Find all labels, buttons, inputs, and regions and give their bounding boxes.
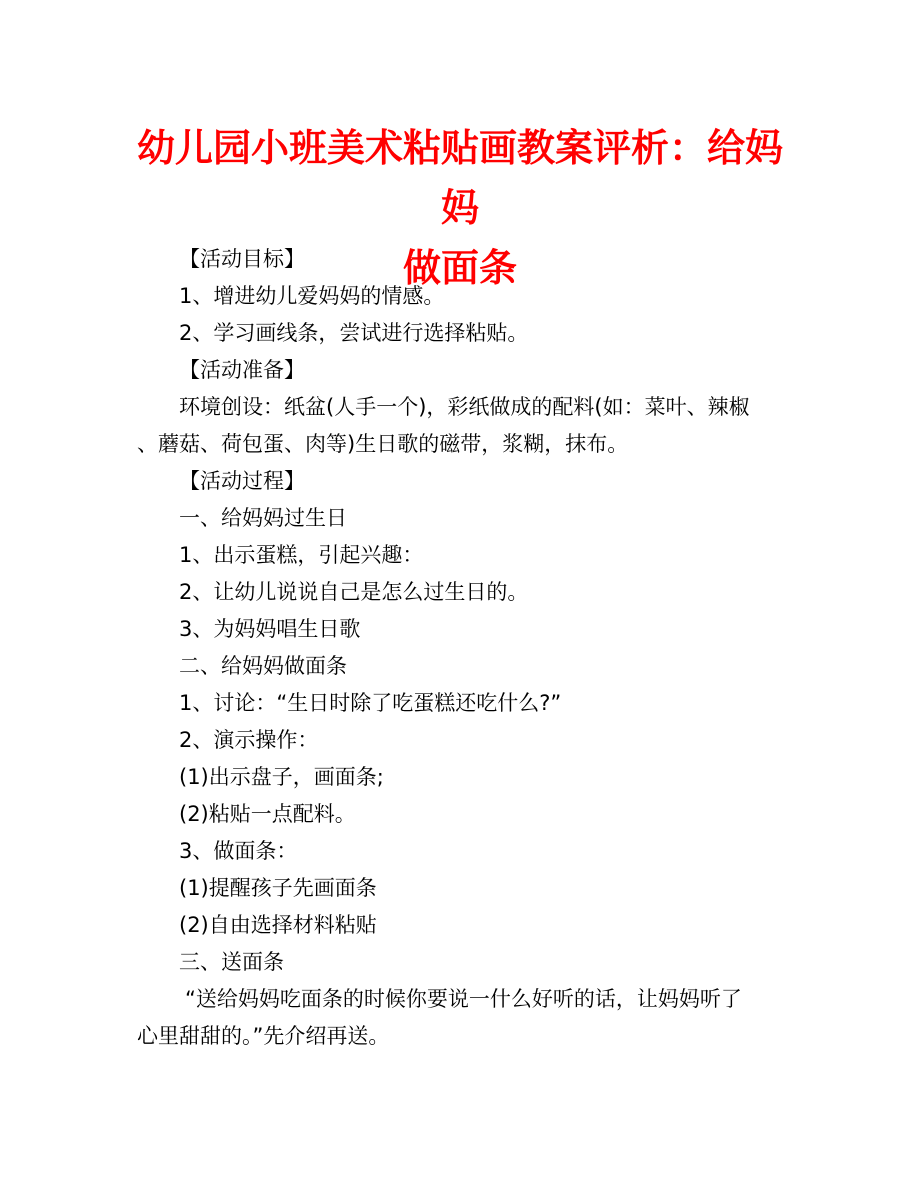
- paragraph: 1、出示蛋糕，引起兴趣：: [179, 543, 424, 567]
- paragraph: 2、让幼儿说说自己是怎么过生日的。: [179, 580, 529, 604]
- paragraph-continuation: 、蘑菇、荷包蛋、肉等)生日歌的磁带，浆糊，抹布。: [137, 432, 629, 456]
- paragraph: (1)提醒孩子先画面条: [179, 876, 377, 900]
- subheading: 一、给妈妈过生日: [179, 506, 347, 530]
- paragraph: 3、做面条：: [179, 839, 298, 863]
- title-line-2: 做面条: [402, 246, 517, 290]
- paragraph: 1、增进幼儿爱妈妈的情感。: [179, 284, 445, 308]
- paragraph: 3、为妈妈唱生日歌: [179, 617, 361, 641]
- paragraph: 2、演示操作：: [179, 728, 319, 752]
- subheading: 二、给妈妈做面条: [179, 654, 347, 678]
- paragraph: 环境创设：纸盆(人手一个)，彩纸做成的配料(如：菜叶、辣椒: [179, 395, 750, 419]
- paragraph: (2)粘贴一点配料。: [179, 802, 356, 826]
- paragraph: (1)出示盘子，画面条;: [179, 765, 384, 789]
- section-heading-preparation: 【活动准备】: [179, 358, 305, 382]
- paragraph: “送给妈妈吃面条的时候你要说一什么好听的话，让妈妈听了: [185, 987, 742, 1011]
- paragraph-continuation: 心里甜甜的。”先介绍再送。: [137, 1024, 390, 1048]
- document-body: [137, 241, 787, 1055]
- section-heading-goals: 【活动目标】: [179, 247, 305, 271]
- subheading: 三、送面条: [179, 950, 284, 974]
- paragraph: 1、讨论：“生日时除了吃蛋糕还吃什么?”: [179, 691, 562, 715]
- paragraph: 2、学习画线条，尝试进行选择粘贴。: [179, 321, 529, 345]
- paragraph: (2)自由选择材料粘贴: [179, 913, 377, 937]
- title-line-1: 幼儿园小班美术粘贴画教案评析：给妈妈: [136, 126, 783, 230]
- section-heading-process: 【活动过程】: [179, 469, 305, 493]
